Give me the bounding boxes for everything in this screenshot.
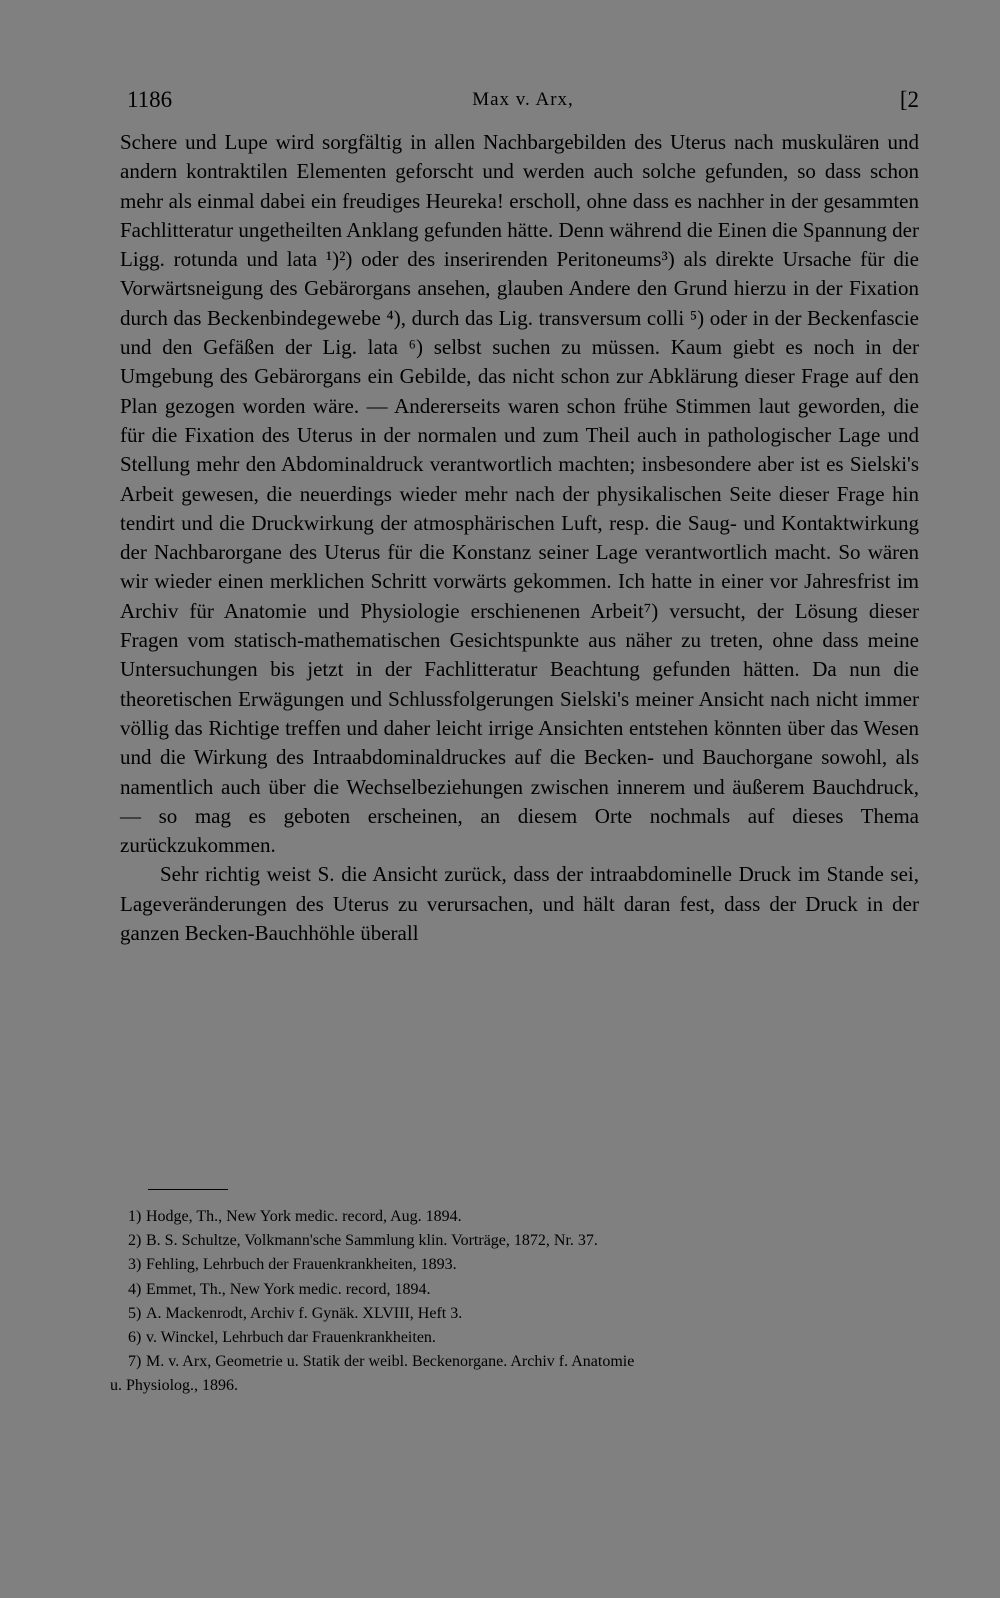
footnote-number: 3) [128,1256,142,1274]
footnote-number: 6) [128,1329,142,1347]
footnote-text: Emmet, Th., New York medic. record, 1894. [146,1280,431,1298]
footnote-number: 7) [128,1353,142,1371]
footnote-number: 2) [128,1232,142,1250]
footnote [110,1302,910,1326]
footnote-text: v. Winckel, Lehrbuch dar Frauenkrankheiten. [146,1329,436,1347]
footnote [110,1253,910,1277]
footnote [110,1229,910,1253]
footnote [110,1205,910,1229]
footnote-rule [148,1189,228,1190]
footnote-text: A. Mackenrodt, Archiv f. Gynäk. XLVIII, Heft 3. [146,1304,463,1322]
footnote [110,1350,910,1374]
footnote-text: Fehling, Lehrbuch der Frauenkrankheiten, 1893. [146,1256,457,1274]
section-mark: [2 [899,87,919,112]
footnotes [110,1205,910,1399]
body-text [120,128,919,948]
page-number: 1186 [127,87,173,112]
footnote [110,1326,910,1350]
footnote-number: 5) [128,1304,142,1322]
footnote-text: M. v. Arx, Geometrie u. Statik der weibl. Beckenorgane. Archiv f. Anatomie [146,1353,635,1371]
paragraph: Schere und Lupe wird sorgfältig in allen Nachbargebilden des Uterus nach muskulären und andern kontraktilen Elementen geforscht und werden auch solche gefunden, so dass schon mehr als einmal dabei ein freudiges Heureka! erscholl, ohne dass es nachher in der gesammten Fachlitteratur ungetheilten Anklang gefunden hätte. Denn während die Einen die Spannung der Ligg. rotunda und lata ¹)²) oder des inserirenden Peritoneums³) als direkte Ursache für die Vorwärtsneigung des Gebärorgans ansehen, glauben Andere den Grund hierzu in der Fixation durch das Beckenbindegewebe ⁴), durch das Lig. transversum colli ⁵) oder in der Beckenfascie und den Gefäßen der Lig. lata ⁶) selbst suchen zu müssen. Kaum giebt es noch in der Umgebung des Gebärorgans ein Gebilde, das nicht schon zur Abklärung dieser Frage auf den Plan gezogen worden wäre. — Andererseits waren schon frühe Stimmen laut geworden, die für die Fixation des Uterus in der normalen und zum Theil auch in pathologischer Lage und Stellung mehr den Abdominaldruck verantwortlich machten; insbesondere aber ist es Sielski's Arbeit gewesen, die neuerdings wieder mehr nach der physikalischen Seite dieser Frage hin tendirt und die Druckwirkung der atmosphärischen Luft, resp. die Saug- und Kontaktwirkung der Nachbarorgane des Uterus für die Konstanz seiner Lage verantwortlich macht. So wären wir wieder einen merklichen Schritt vorwärts gekommen. Ich hatte in einer vor Jahresfrist im Archiv für Anatomie und Physiologie erschienenen Arbeit⁷) versucht, der Lösung dieser Fragen vom statisch-mathematischen Gesichtspunkte aus näher zu treten, ohne dass meine Untersuchungen bis jetzt in der Fachlitteratur Beachtung gefunden hätten. Da nun die theoretischen Erwägungen und Schlussfolgerungen Sielski's meiner Ansicht nach nicht immer völlig das Richtige treffen und daher leicht irrige Ansichten entstehen könnten über das Wesen und die Wirkung des Intraabdominaldruckes auf die Becken- und Bauchorgane sowohl, als namentlich auch über die Wechselbeziehungen zwischen innerem und äußerem Bauchdruck, — so mag es geboten erscheinen, an diesem Orte nochmals auf dieses Thema zurückzukommen. [120,130,919,858]
running-title: Max v. Arx, [472,89,574,110]
footnote-text: Hodge, Th., New York medic. record, Aug. 1894. [146,1208,462,1225]
running-header [127,87,919,115]
footnote-continuation: u. Physiolog., 1896. [110,1377,239,1395]
footnote [110,1278,910,1302]
footnote-number: 1) [128,1208,142,1225]
footnote-text: B. S. Schultze, Volkmann'sche Sammlung klin. Vorträge, 1872, Nr. 37. [146,1232,598,1250]
footnote-number: 4) [128,1280,142,1298]
paragraph: Sehr richtig weist S. die Ansicht zurück, dass der intraabdominelle Druck im Stande sei, Lageveränderungen des Uterus zu verursachen, und hält daran fest, dass der Druck in der ganzen Becken-Bauchhöhle überall [120,862,919,946]
